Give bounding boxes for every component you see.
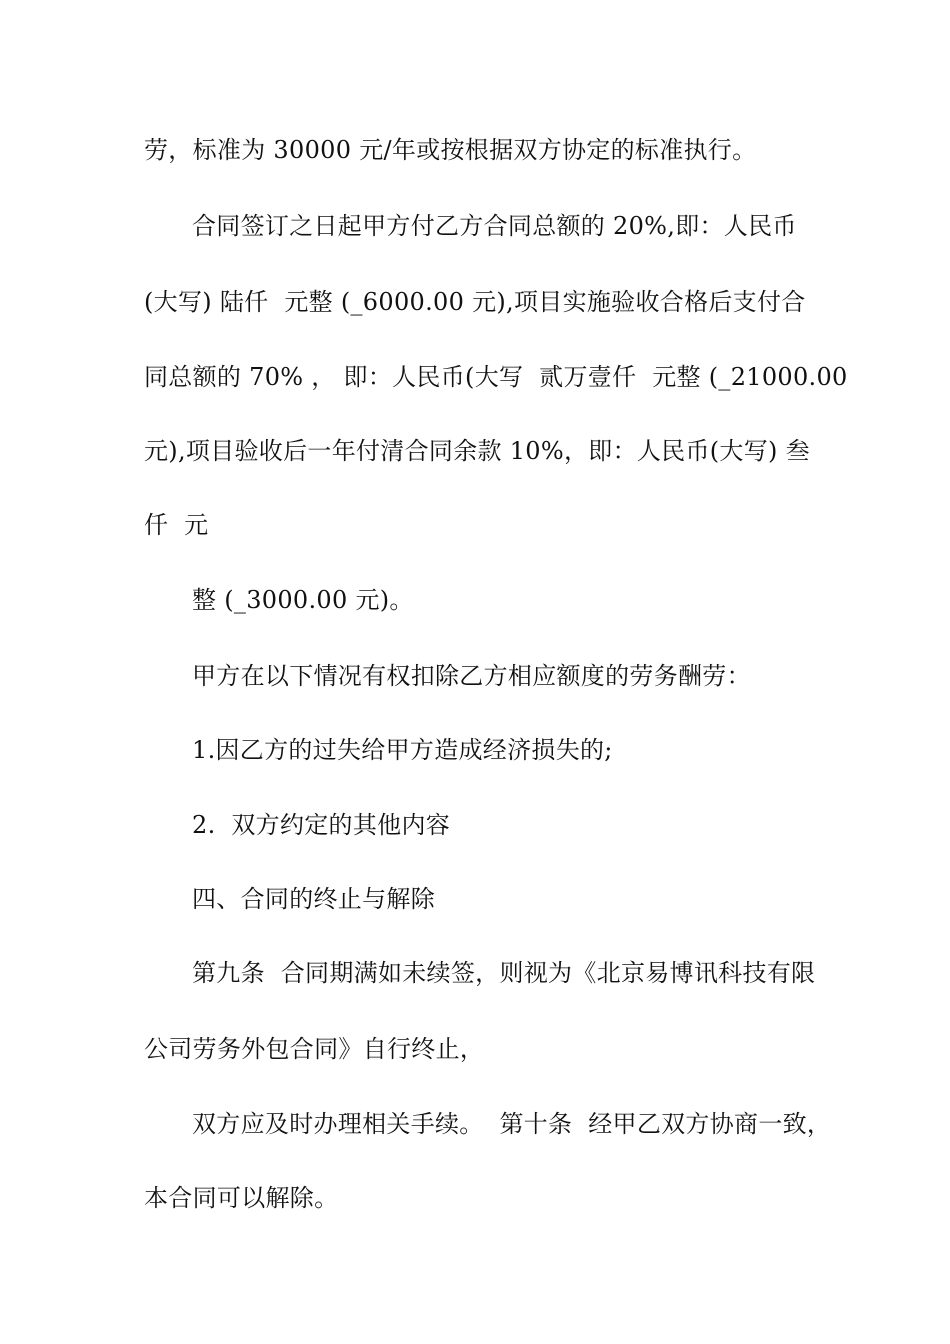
text-line-3: (大写) 陆仟 元整 (_6000.00 元),项目实施验收合格后支付合 bbox=[144, 288, 806, 316]
list-item-2: 2. 双方约定的其他内容 bbox=[192, 811, 451, 839]
text-line-9: 第九条 合同期满如未续签，则视为《北京易博讯科技有限 bbox=[192, 959, 816, 987]
text-line-1: 劳，标准为 30000 元/年或按根据双方协定的标准执行。 bbox=[144, 136, 757, 164]
text-line-2: 合同签订之日起甲方付乙方合同总额的 20%,即：人民币 bbox=[192, 212, 797, 240]
text-line-11: 双方应及时办理相关手续。 第十条 经甲乙双方协商一致， bbox=[192, 1110, 832, 1138]
text-line-12: 本合同可以解除。 bbox=[144, 1184, 339, 1212]
text-line-10: 公司劳务外包合同》自行终止， bbox=[144, 1035, 485, 1063]
text-line-6: 仟 元 bbox=[144, 511, 209, 539]
text-line-7: 整 (_3000.00 元)。 bbox=[192, 586, 414, 614]
text-line-4: 同总额的 70% ， 即：人民币(大写 贰万壹仟 元整 (_21000.00 bbox=[144, 363, 848, 391]
text-line-8: 甲方在以下情况有权扣除乙方相应额度的劳务酬劳： bbox=[192, 662, 751, 690]
list-item-1: 1.因乙方的过失给甲方造成经济损失的; bbox=[192, 736, 613, 764]
text-line-5: 元),项目验收后一年付清合同余款 10%，即：人民币(大写) 叁 bbox=[144, 437, 810, 465]
section-heading: 四、合同的终止与解除 bbox=[192, 885, 435, 913]
